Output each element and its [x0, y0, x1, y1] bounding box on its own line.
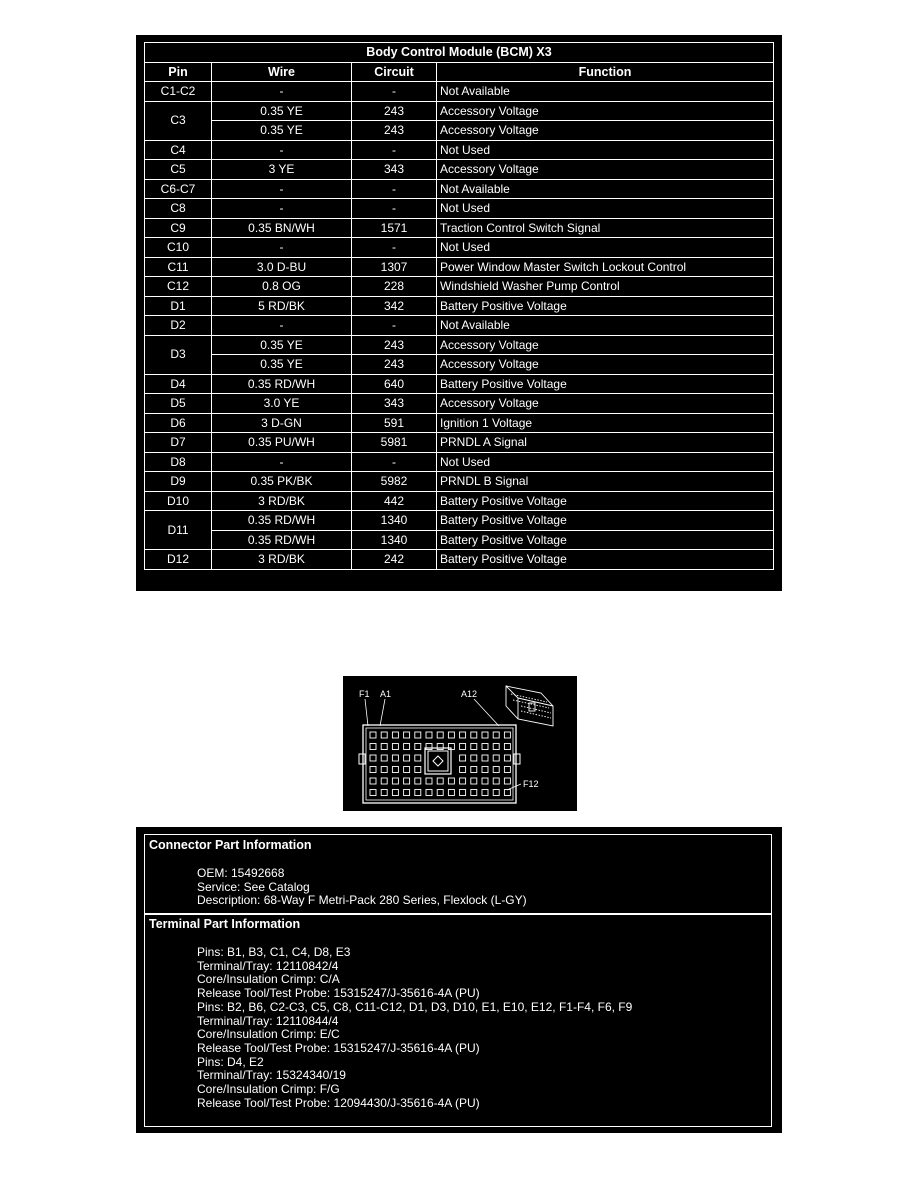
terminal-cavity — [415, 767, 421, 773]
wire-cell: 3 RD/BK — [212, 550, 352, 570]
terminal-cavity — [404, 755, 410, 761]
wire-cell: 0.35 RD/WH — [212, 374, 352, 394]
terminal-cavity — [404, 767, 410, 773]
circuit-cell: 5981 — [352, 433, 437, 453]
table-row — [145, 433, 774, 453]
info-line: Description: 68-Way F Metri-Pack 280 Series, Flexlock (L-GY) — [197, 893, 527, 908]
terminal-cavity — [392, 778, 398, 784]
table-row — [145, 335, 774, 355]
terminal-cavity — [504, 790, 510, 796]
pin-cell: C6-C7 — [145, 179, 212, 199]
pin-cell: D11 — [145, 511, 212, 550]
info-line: Core/Insulation Crimp: E/C — [197, 1027, 340, 1042]
pin-cell: C9 — [145, 218, 212, 238]
circuit-cell: - — [352, 452, 437, 472]
wire-cell: 0.35 PU/WH — [212, 433, 352, 453]
center-lock-diamond — [433, 756, 443, 766]
pin-cell: C1-C2 — [145, 82, 212, 102]
circuit-cell: 242 — [352, 550, 437, 570]
connector-part-info-section — [144, 834, 772, 915]
terminal-cavity — [460, 732, 466, 738]
table-row — [145, 472, 774, 492]
wire-cell: 0.35 YE — [212, 335, 352, 355]
pin-cell: C11 — [145, 257, 212, 277]
circuit-cell: - — [352, 199, 437, 219]
info-line: Core/Insulation Crimp: C/A — [197, 972, 340, 987]
terminal-cavity — [381, 790, 387, 796]
pin-cell: D10 — [145, 491, 212, 511]
info-line: Release Tool/Test Probe: 15315247/J-35616-4A (PU) — [197, 1040, 480, 1055]
pin-cell: C3 — [145, 101, 212, 140]
terminal-cavity — [460, 755, 466, 761]
terminal-cavity — [482, 755, 488, 761]
function-cell: Accessory Voltage — [437, 101, 774, 121]
terminal-cavity — [493, 755, 499, 761]
circuit-cell: 243 — [352, 101, 437, 121]
terminal-cavity — [415, 778, 421, 784]
wire-cell: 3 YE — [212, 160, 352, 180]
wire-cell: 0.35 PK/BK — [212, 472, 352, 492]
terminal-cavity — [392, 767, 398, 773]
terminal-cavity — [448, 778, 454, 784]
function-cell: Power Window Master Switch Lockout Control — [437, 257, 774, 277]
table-row — [145, 530, 774, 550]
wire-cell: - — [212, 179, 352, 199]
function-cell: Battery Positive Voltage — [437, 374, 774, 394]
table-row — [145, 511, 774, 531]
function-cell: Battery Positive Voltage — [437, 296, 774, 316]
terminal-cavity — [415, 744, 421, 750]
info-line: Release Tool/Test Probe: 12094430/J-35616-4A (PU) — [197, 1095, 480, 1110]
pin-cell: D5 — [145, 394, 212, 414]
leader-a12 — [474, 699, 499, 726]
pin-cell: C4 — [145, 140, 212, 160]
function-cell: Not Used — [437, 140, 774, 160]
terminal-cavity — [437, 732, 443, 738]
circuit-cell: 1307 — [352, 257, 437, 277]
pin-cell: D8 — [145, 452, 212, 472]
leader-f1 — [365, 699, 368, 726]
function-cell: Accessory Voltage — [437, 394, 774, 414]
function-cell: Windshield Washer Pump Control — [437, 277, 774, 297]
label-a1: A1 — [380, 689, 392, 699]
function-cell: PRNDL A Signal — [437, 433, 774, 453]
wire-cell: 0.35 BN/WH — [212, 218, 352, 238]
center-lock-outer — [425, 748, 451, 774]
table-row — [145, 160, 774, 180]
terminal-cavity — [404, 732, 410, 738]
circuit-cell: 342 — [352, 296, 437, 316]
wire-cell: 0.35 RD/WH — [212, 511, 352, 531]
wire-cell: 3 D-GN — [212, 413, 352, 433]
terminal-part-info-heading: Terminal Part Information — [149, 917, 301, 931]
terminal-cavity — [471, 755, 477, 761]
circuit-cell: 1571 — [352, 218, 437, 238]
terminal-cavity — [460, 778, 466, 784]
terminal-cavity — [504, 744, 510, 750]
table-row — [145, 413, 774, 433]
terminal-cavity — [381, 778, 387, 784]
terminal-cavity — [370, 790, 376, 796]
circuit-cell: - — [352, 179, 437, 199]
function-cell: Accessory Voltage — [437, 335, 774, 355]
table-row — [145, 394, 774, 414]
circuit-cell: 591 — [352, 413, 437, 433]
pin-cell: C10 — [145, 238, 212, 258]
leader-f12 — [507, 784, 521, 790]
pinout-table-panel — [136, 35, 782, 591]
terminal-cavity — [493, 778, 499, 784]
terminal-cavity — [493, 732, 499, 738]
function-cell: Battery Positive Voltage — [437, 550, 774, 570]
pin-cell: D1 — [145, 296, 212, 316]
pin-cell: D3 — [145, 335, 212, 374]
pinout-table-title: Body Control Module (BCM) X3 — [145, 43, 774, 63]
table-row — [145, 355, 774, 375]
function-cell: Not Available — [437, 179, 774, 199]
wire-cell: 3.0 YE — [212, 394, 352, 414]
terminal-cavity — [404, 790, 410, 796]
table-row — [145, 199, 774, 219]
circuit-cell: 1340 — [352, 511, 437, 531]
function-cell: Traction Control Switch Signal — [437, 218, 774, 238]
terminal-cavity — [493, 744, 499, 750]
terminal-cavity — [471, 778, 477, 784]
terminal-cavity — [370, 778, 376, 784]
terminal-cavity — [381, 732, 387, 738]
function-cell: Accessory Voltage — [437, 121, 774, 141]
circuit-cell: - — [352, 82, 437, 102]
wire-cell: - — [212, 82, 352, 102]
wire-cell: 0.35 YE — [212, 121, 352, 141]
terminal-cavity — [392, 790, 398, 796]
terminal-cavity — [482, 790, 488, 796]
table-row — [145, 550, 774, 570]
wire-cell: 0.35 RD/WH — [212, 530, 352, 550]
terminal-cavity — [392, 744, 398, 750]
center-lock-inner — [428, 751, 448, 771]
wire-cell: 5 RD/BK — [212, 296, 352, 316]
terminal-part-info-lines — [145, 933, 771, 1110]
table-row — [145, 101, 774, 121]
circuit-cell: 243 — [352, 335, 437, 355]
table-row — [145, 82, 774, 102]
terminal-cavity — [437, 778, 443, 784]
pin-cell: D9 — [145, 472, 212, 492]
terminal-cavity — [471, 732, 477, 738]
terminal-cavity — [504, 755, 510, 761]
terminal-cavity — [471, 790, 477, 796]
info-line: OEM: 15492668 — [197, 866, 285, 880]
column-header-pin: Pin — [145, 62, 212, 82]
circuit-cell: 640 — [352, 374, 437, 394]
table-row — [145, 121, 774, 141]
terminal-cavity — [381, 744, 387, 750]
wire-cell: - — [212, 238, 352, 258]
function-cell: Accessory Voltage — [437, 355, 774, 375]
leader-a1 — [380, 699, 385, 726]
terminal-cavity — [482, 767, 488, 773]
connector-isometric-icon — [506, 686, 553, 726]
function-cell: Ignition 1 Voltage — [437, 413, 774, 433]
terminal-cavity — [426, 732, 432, 738]
circuit-cell: - — [352, 316, 437, 336]
column-header-function: Function — [437, 62, 774, 82]
pin-cell: D4 — [145, 374, 212, 394]
wire-cell: 0.35 YE — [212, 101, 352, 121]
circuit-cell: 243 — [352, 355, 437, 375]
function-cell: PRNDL B Signal — [437, 472, 774, 492]
wire-cell: 0.35 YE — [212, 355, 352, 375]
table-row — [145, 218, 774, 238]
function-cell: Not Available — [437, 82, 774, 102]
terminal-cavity — [404, 744, 410, 750]
circuit-cell: 228 — [352, 277, 437, 297]
terminal-cavity — [504, 767, 510, 773]
part-information-panel — [136, 827, 782, 1133]
circuit-cell: - — [352, 238, 437, 258]
wire-cell: - — [212, 140, 352, 160]
pinout-table — [144, 42, 774, 570]
terminal-cavity — [392, 755, 398, 761]
info-line: Release Tool/Test Probe: 15315247/J-35616-4A (PU) — [197, 986, 480, 1001]
table-row — [145, 257, 774, 277]
connector-part-info-heading: Connector Part Information — [149, 838, 312, 852]
info-line: Pins: B1, B3, C1, C4, D8, E3 — [197, 945, 351, 959]
function-cell: Not Used — [437, 452, 774, 472]
table-row — [145, 316, 774, 336]
terminal-cavity — [415, 790, 421, 796]
terminal-cavity — [370, 744, 376, 750]
info-line: Pins: B2, B6, C2-C3, C5, C8, C11-C12, D1, D3, D10, E1, E10, E12, F1-F4, F6, F9 — [197, 999, 633, 1014]
function-cell: Battery Positive Voltage — [437, 491, 774, 511]
terminal-cavity — [471, 767, 477, 773]
wire-cell: 0.8 OG — [212, 277, 352, 297]
terminal-cavity — [415, 755, 421, 761]
terminal-cavity — [448, 790, 454, 796]
left-latch — [359, 754, 365, 764]
connector-part-info-lines — [145, 854, 771, 908]
right-latch — [514, 754, 520, 764]
terminal-cavity — [370, 767, 376, 773]
connector-face-view — [343, 676, 577, 811]
circuit-cell: 442 — [352, 491, 437, 511]
terminal-cavity — [504, 778, 510, 784]
circuit-cell: 5982 — [352, 472, 437, 492]
info-line: Service: See Catalog — [197, 879, 310, 894]
terminal-cavity — [504, 732, 510, 738]
terminal-cavity — [482, 778, 488, 784]
info-line: Pins: D4, E2 — [197, 1054, 264, 1069]
info-line: Terminal/Tray: 12110844/4 — [197, 1013, 339, 1028]
function-cell: Not Used — [437, 199, 774, 219]
terminal-cavity — [493, 767, 499, 773]
label-a12: A12 — [461, 689, 478, 699]
terminal-cavity — [370, 755, 376, 761]
circuit-cell: 343 — [352, 394, 437, 414]
pin-cell: D12 — [145, 550, 212, 570]
terminal-cavity — [426, 778, 432, 784]
table-row — [145, 238, 774, 258]
connector-diagram — [343, 676, 577, 811]
column-header-wire: Wire — [212, 62, 352, 82]
terminal-cavity — [448, 732, 454, 738]
circuit-cell: 243 — [352, 121, 437, 141]
info-line: Terminal/Tray: 15324340/19 — [197, 1068, 346, 1083]
label-f12: F12 — [523, 779, 539, 789]
terminal-part-info-section — [144, 913, 772, 1127]
terminal-cavity — [415, 732, 421, 738]
label-f1: F1 — [359, 689, 370, 699]
wire-cell: 3.0 D-BU — [212, 257, 352, 277]
terminal-cavity — [370, 732, 376, 738]
wire-cell: 3 RD/BK — [212, 491, 352, 511]
table-row — [145, 452, 774, 472]
table-row — [145, 277, 774, 297]
pin-cell: C12 — [145, 277, 212, 297]
terminal-cavity — [426, 790, 432, 796]
column-header-circuit: Circuit — [352, 62, 437, 82]
terminal-cavity — [381, 755, 387, 761]
terminal-cavity — [482, 732, 488, 738]
function-cell: Battery Positive Voltage — [437, 511, 774, 531]
wire-cell: - — [212, 199, 352, 219]
table-row — [145, 491, 774, 511]
function-cell: Accessory Voltage — [437, 160, 774, 180]
function-cell: Not Available — [437, 316, 774, 336]
terminal-cavity — [460, 744, 466, 750]
terminal-cavity — [482, 744, 488, 750]
terminal-cavity — [437, 790, 443, 796]
info-line: Core/Insulation Crimp: F/G — [197, 1082, 340, 1097]
table-row — [145, 179, 774, 199]
terminal-cavity — [404, 778, 410, 784]
circuit-cell: 1340 — [352, 530, 437, 550]
function-cell: Battery Positive Voltage — [437, 530, 774, 550]
function-cell: Not Used — [437, 238, 774, 258]
terminal-cavity — [460, 790, 466, 796]
terminal-cavity — [460, 767, 466, 773]
pin-cell: C8 — [145, 199, 212, 219]
terminal-cavity — [493, 790, 499, 796]
terminal-cavity — [381, 767, 387, 773]
table-row — [145, 374, 774, 394]
pin-cell: D7 — [145, 433, 212, 453]
circuit-cell: - — [352, 140, 437, 160]
terminal-cavity — [392, 732, 398, 738]
wire-cell: - — [212, 316, 352, 336]
wire-cell: - — [212, 452, 352, 472]
terminal-cavity — [471, 744, 477, 750]
circuit-cell: 343 — [352, 160, 437, 180]
table-row — [145, 296, 774, 316]
pin-cell: D6 — [145, 413, 212, 433]
pin-cell: D2 — [145, 316, 212, 336]
info-line: Terminal/Tray: 12110842/4 — [197, 958, 339, 973]
table-row — [145, 140, 774, 160]
pin-cell: C5 — [145, 160, 212, 180]
